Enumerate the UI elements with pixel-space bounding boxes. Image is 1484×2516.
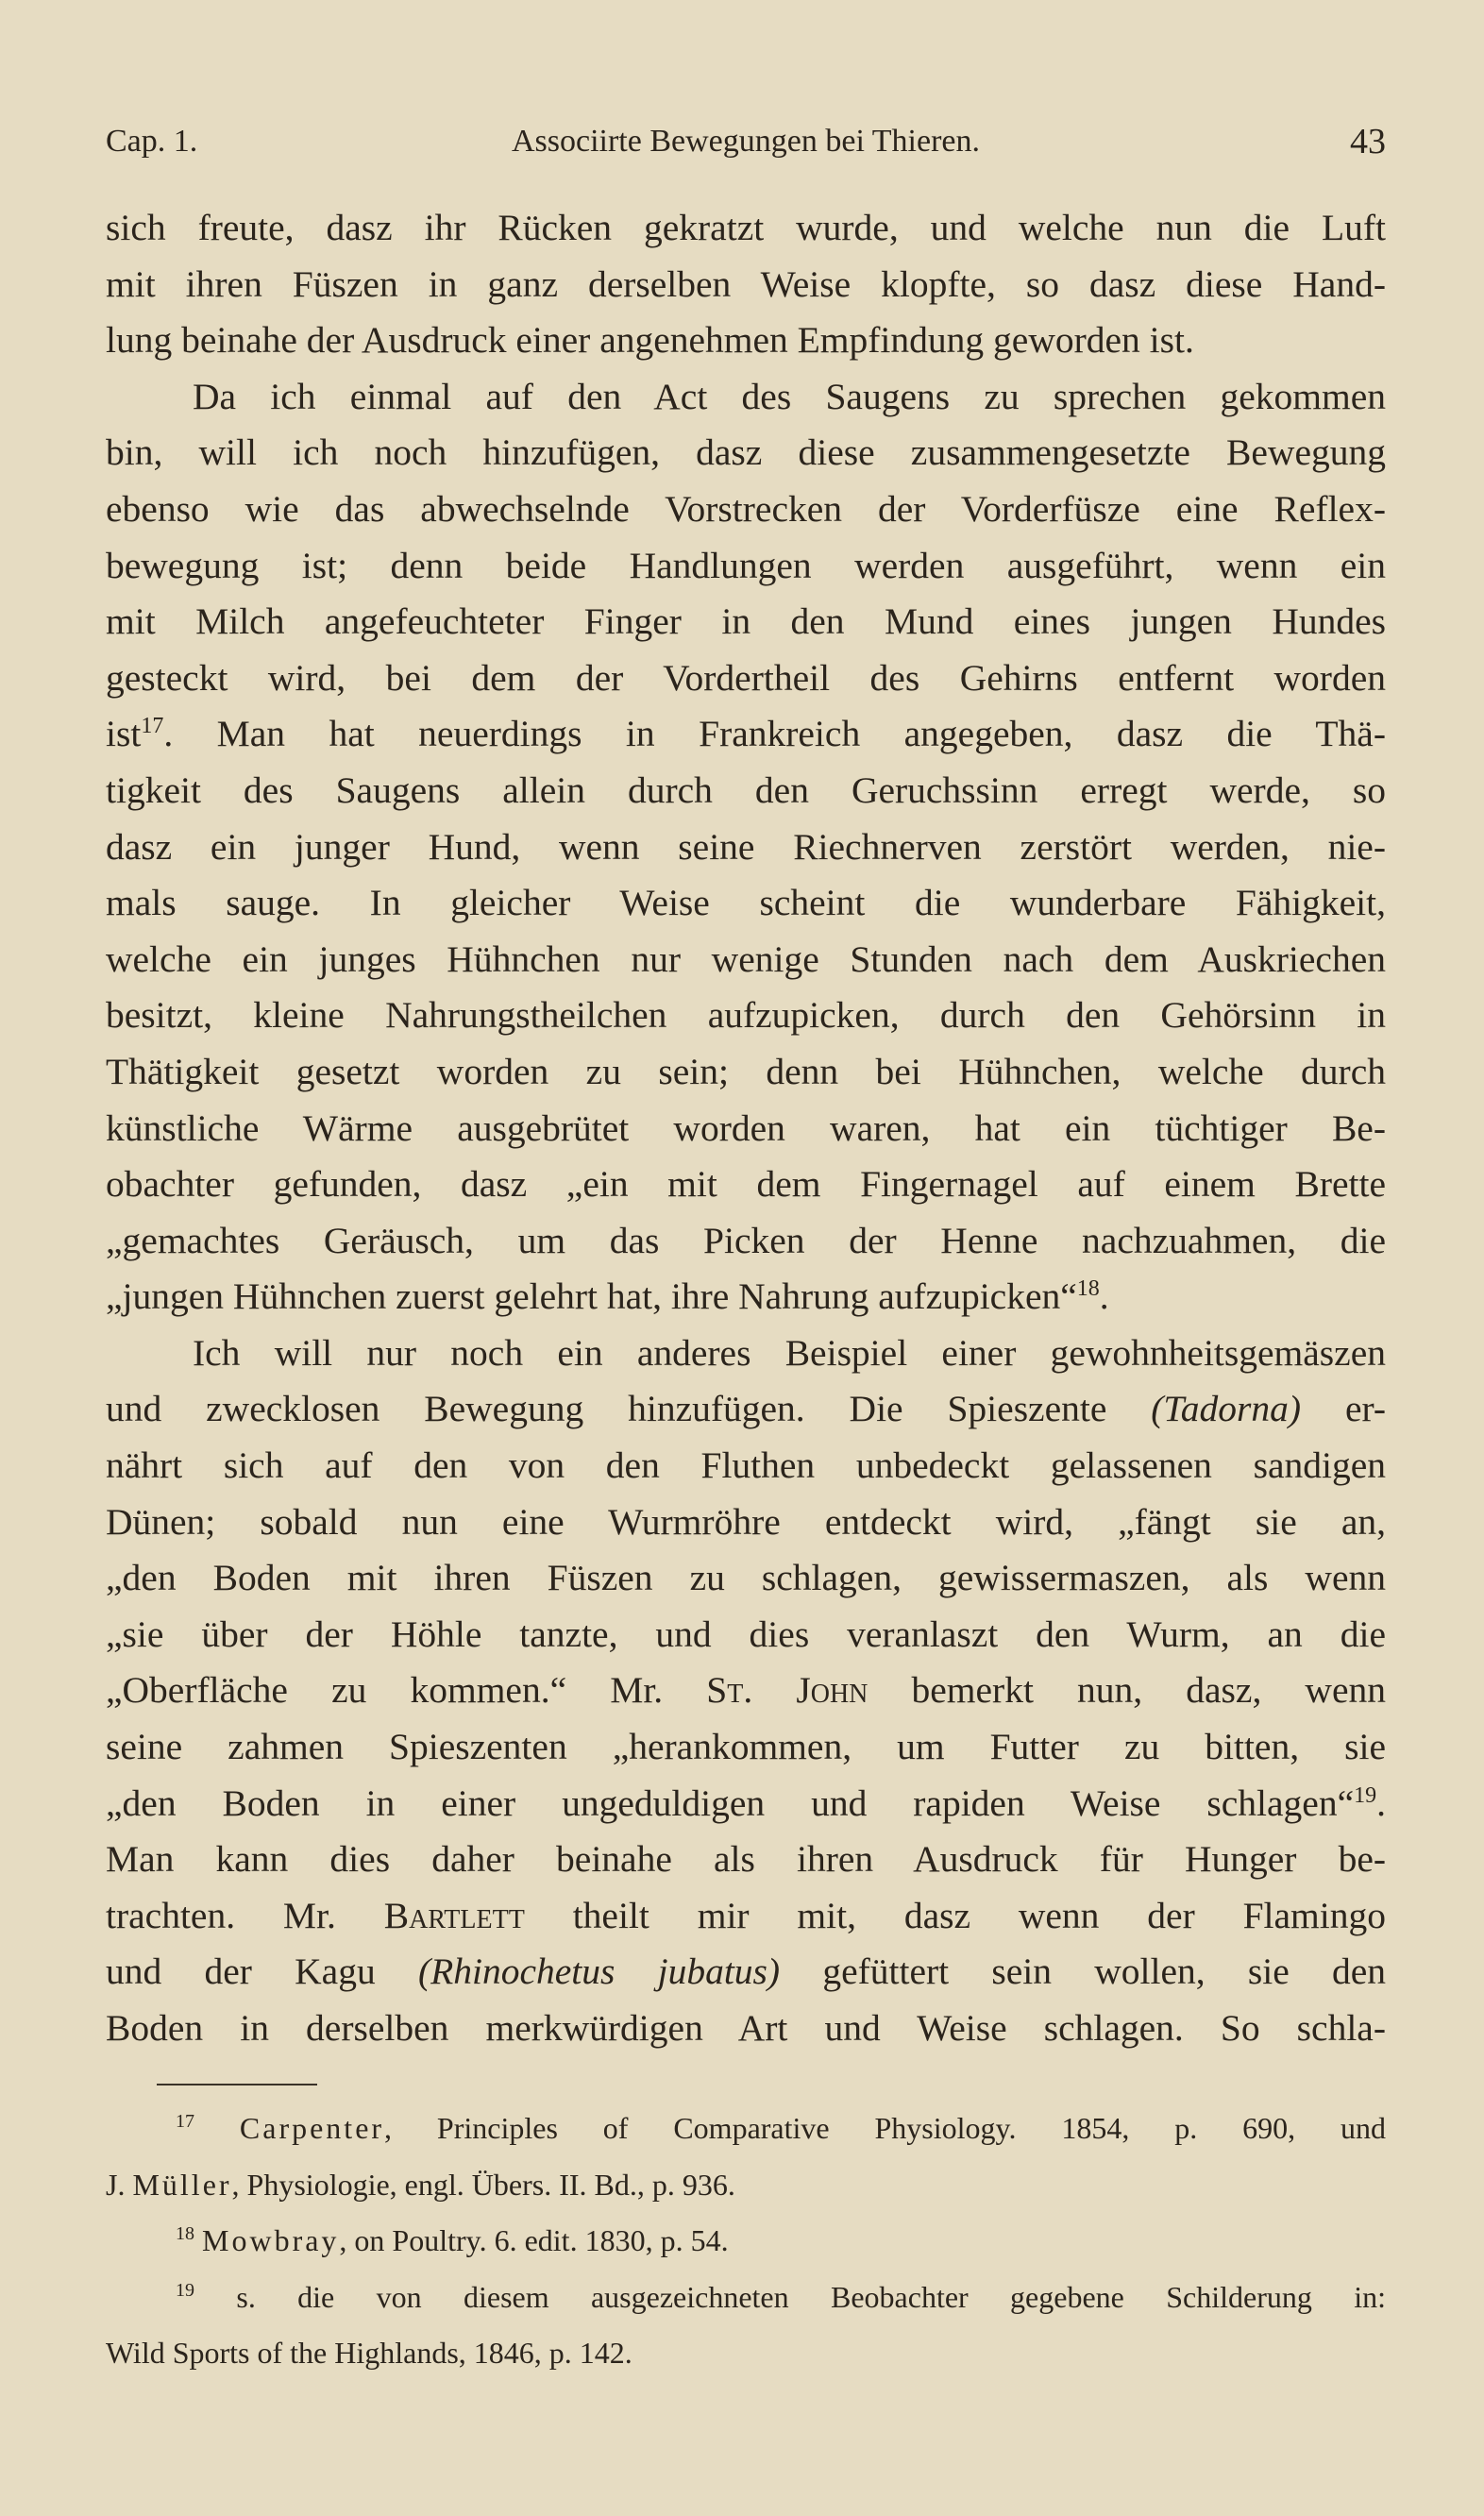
footnote-ref: 19 xyxy=(1354,1782,1377,1808)
author-name: Bartlett xyxy=(383,1894,525,1936)
text-line: „sie über der Höhle tanzte, und dies veranlaszt den Wurm, an die xyxy=(106,1613,1386,1655)
footnote-divider xyxy=(157,2084,317,2085)
author-name: St. John xyxy=(706,1669,868,1712)
footnote-line: Wild Sports of the Highlands, 1846, p. 142. xyxy=(106,2336,632,2371)
text-line: Ich will nur noch ein anderes Beispiel einer gewohnheitsgemäszen xyxy=(193,1331,1386,1374)
author-name: Mowbray xyxy=(202,2223,340,2258)
text-line: gesteckt wird, bei dem der Vordertheil des Gehirns entfernt worden xyxy=(106,656,1386,699)
text-line: obachter gefunden, dasz „ein mit dem Fingernagel auf einem Brette xyxy=(106,1163,1386,1206)
text-line: welche ein junges Hühnchen nur wenige Stunden nach dem Auskriechen xyxy=(106,937,1386,980)
text-line: bin, will ich noch hinzufügen, dasz diese zusammengesetzte Bewegung xyxy=(106,431,1386,474)
text-line: besitzt, kleine Nahrungstheilchen aufzupicken, durch den Gehörsinn in xyxy=(106,994,1386,1037)
text-line: nährt sich auf den von den Fluthen unbedeckt gelassenen sandigen xyxy=(106,1444,1386,1487)
page-number: 43 xyxy=(1350,122,1386,161)
main-text xyxy=(106,200,1386,2057)
text-line: „Oberfläche zu kommen.“ Mr. St. John bemerkt nun, dasz, wenn xyxy=(106,1669,1386,1712)
text-line: Boden in derselben merkwürdigen Art und Weise schlagen. So schla- xyxy=(106,2007,1386,2049)
running-header xyxy=(106,121,1386,162)
footnote-number: 18 xyxy=(176,2223,194,2245)
text-line: bewegung ist; denn beide Handlungen werden ausgeführt, wenn ein xyxy=(106,544,1386,586)
latin-name: (Tadorna) xyxy=(1151,1388,1302,1430)
text-line: „den Boden in einer ungeduldigen und rapiden Weise schlagen“$^{19}$. xyxy=(106,1781,1386,1824)
text-line: und zwecklosen Bewegung hinzufügen. Die Spieszente (Tadorna) er- xyxy=(106,1388,1386,1430)
text-line: künstliche Wärme ausgebrütet worden waren, hat ein tüchtiger Be- xyxy=(106,1106,1386,1149)
text-line: Da ich einmal auf den Act des Saugens zu sprechen gekommen xyxy=(193,375,1386,417)
text-line: „gemachtes Geräusch, um das Picken der Henne nachzuahmen, die xyxy=(106,1219,1386,1261)
text-line: sich freute, dasz ihr Rücken gekratzt wurde, und welche nun die Luft xyxy=(106,207,1386,248)
text-line: mals sauge. In gleicher Weise scheint die wunderbare Fähigkeit, xyxy=(106,882,1386,924)
text-line: Thätigkeit gesetzt worden zu sein; denn bei Hühnchen, welche durch xyxy=(106,1050,1386,1092)
latin-name: (Rhinochetus jubatus) xyxy=(417,1950,781,1993)
footnote-number: 19 xyxy=(176,2279,194,2301)
author-name: Müller xyxy=(132,2167,232,2202)
running-title: Associirte Bewegungen bei Thieren. xyxy=(511,124,980,159)
text-line: seine zahmen Spieszenten „herankommen, um Futter zu bitten, sie xyxy=(106,1726,1386,1768)
text-line: tigkeit des Saugens allein durch den Geruchssinn erregt werde, so xyxy=(106,768,1386,811)
footnote-number: 17 xyxy=(176,2111,194,2132)
text-line: ist$^{17}$. Man hat neuerdings in Frankreich angegeben, dasz die Thä- xyxy=(106,713,1386,755)
text-line: Dünen; sobald nun eine Wurmröhre entdeckt wird, „fängt sie an, xyxy=(106,1500,1386,1543)
footnotes xyxy=(106,2105,1386,2387)
text-line: dasz ein junger Hund, wenn seine Riechnerven zerstört werden, nie- xyxy=(106,825,1386,868)
text-line: mit Milch angefeuchteter Finger in den Mund eines jungen Hundes xyxy=(106,600,1386,643)
text-line: „den Boden mit ihren Füszen zu schlagen, gewissermaszen, als wenn xyxy=(106,1557,1386,1599)
author-name: Carpenter xyxy=(239,2111,385,2145)
text-line: lung beinahe der Ausdruck einer angenehmen Empfindung geworden ist. xyxy=(106,319,1194,362)
chapter-label: Cap. 1. xyxy=(106,124,198,159)
footnote-line: $^{18}$ Mowbray, on Poultry. 6. edit. 1830, p. 54. xyxy=(176,2223,729,2258)
footnote-ref: 18 xyxy=(1076,1276,1100,1302)
text-line: mit ihren Füszen in ganz derselben Weise klopfte, so dasz diese Hand- xyxy=(106,262,1386,305)
text-line: trachten. Mr. Bartlett theilt mir mit, dasz wenn der Flamingo xyxy=(106,1894,1386,1936)
text-line: Man kann dies daher beinahe als ihren Ausdruck für Hunger be- xyxy=(106,1838,1386,1881)
footnote-line: J. Müller, Physiologie, engl. Übers. II. Bd., p. 936. xyxy=(106,2167,735,2202)
footnote-ref: 17 xyxy=(141,714,164,739)
text-line: und der Kagu (Rhinochetus jubatus) gefüttert sein wollen, sie den xyxy=(106,1950,1386,1993)
footnote-line: $^{19}$ s. die von diesem ausgezeichneten Beobachter gegebene Schilderung in: xyxy=(176,2279,1387,2314)
text-line: ebenso wie das abwechselnde Vorstrecken der Vorderfüsze eine Reflex- xyxy=(106,487,1386,530)
text-line: „jungen Hühnchen zuerst gelehrt hat, ihre Nahrung aufzupicken“$^{18}$. xyxy=(106,1275,1109,1318)
footnote-line: $^{17}$ Carpenter, Principles of Comparative Physiology. 1854, p. 690, und xyxy=(176,2111,1387,2145)
